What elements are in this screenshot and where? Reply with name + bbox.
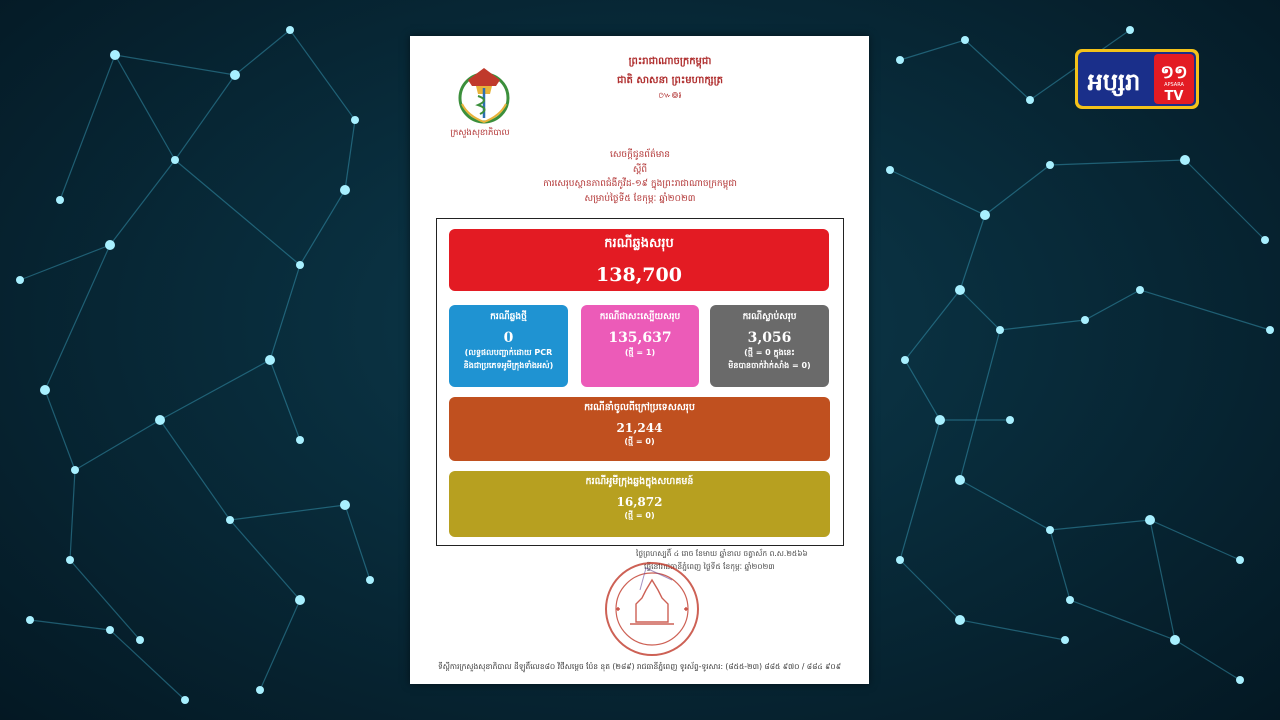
imported-cases-value: 21,244: [616, 421, 663, 435]
solar-date: ធ្វើនៅរាជធានីភ្នំពេញ ថ្ងៃទី៥ ខែកុម្ភៈ ឆ្នាំ២០២៣: [644, 562, 775, 571]
badge-small-text: APSARA: [1164, 82, 1184, 88]
ministry-of-health-logo-icon: [454, 64, 514, 126]
imported-cases-label: ករណីនាំចូលពីក្រៅប្រទេសសរុប: [584, 402, 695, 413]
total-cases-box: [449, 229, 829, 291]
community-cases-label: ករណីអូមីក្រុងឆ្លងក្នុងសហគមន៍: [585, 476, 694, 487]
community-cases-note: (ថ្មី = 0): [624, 511, 655, 520]
statistics-frame: [436, 218, 844, 546]
recovered-box: [581, 305, 699, 387]
imported-cases-note: (ថ្មី = 0): [624, 437, 655, 446]
deaths-note-2: មិនបានចាក់វ៉ាក់សាំង = 0): [728, 361, 811, 370]
doc-title-line4: សម្រាប់ថ្ងៃទី៥ ខែកុម្ភៈ ឆ្នាំ២០២៣: [584, 194, 696, 204]
deaths-box: [710, 305, 829, 387]
total-cases-value: 138,700: [596, 264, 682, 286]
apsara-tv-11-logo-icon: [1074, 48, 1200, 110]
lunar-date: ថ្ងៃព្រហស្បតិ៍ ៤ រោច ខែមាឃ ឆ្នាំខាល ចត្វាស័ក ព.ស.២៥៦៦: [636, 549, 808, 558]
press-release-document: [410, 36, 869, 684]
recovered-note: (ថ្មី = 1): [624, 348, 656, 357]
ministry-name: ក្រសួងសុខាភិបាល: [450, 128, 510, 138]
recovered-value: 135,637: [608, 330, 672, 346]
doc-title-line3: ការសេរុបស្ថានភាពជំងឺកូវីដ-១៩ ក្នុងព្រះរាជាណាចក្រកម្ពុជា: [543, 179, 737, 189]
badge-tv-text: TV: [1164, 89, 1184, 104]
ministry-address-footer: ទីស្តីការក្រសួងសុខាភិបាល ដីឡូតិ៍លេខ៨០ វិថីសម្ដេច ប៉ែន នុត (២៨៩) រាជធានីភ្នំពេញ ទូរស័ព្ទ-ទូរសារ: (៨៥៥-២៣) ៨៨៥ ៩៧០ / ៨៨៤ ៩០៩: [437, 662, 842, 671]
new-cases-box: [449, 305, 568, 387]
national-motto: ជាតិ សាសនា ព្រះមហាក្សត្រ: [617, 75, 723, 86]
recovered-label: ករណីជាសះស្បើយសរុប: [599, 312, 681, 322]
deaths-label: ករណីស្លាប់សរុប: [742, 312, 797, 322]
doc-title-line1: សេចក្តីជូនព័ត៌មាន: [610, 150, 670, 160]
badge-brand-text: អប្សរា: [1087, 68, 1141, 96]
community-cases-box: [449, 471, 830, 537]
badge-number: ១១: [1160, 62, 1188, 83]
total-cases-label: ករណីឆ្លងសរុប: [604, 236, 674, 251]
new-cases-value: 0: [503, 330, 514, 346]
deaths-note-1: (ថ្មី = 0 ក្នុងនេះ: [744, 348, 795, 357]
new-cases-note-1: (លទ្ធផលបញ្ជាក់ដោយ PCR: [464, 348, 553, 357]
official-seal-stamp-icon: [600, 560, 704, 658]
header-ornament: ៚៙៛: [658, 91, 682, 101]
new-cases-note-2: និងជាប្រភេទអូមីក្រុងទាំងអស់): [463, 361, 554, 370]
kingdom-header: ព្រះរាជាណាចក្រកម្ពុជា: [628, 56, 712, 67]
community-cases-value: 16,872: [616, 495, 663, 509]
deaths-value: 3,056: [747, 330, 792, 346]
imported-cases-box: [449, 397, 830, 461]
doc-title-line2: ស្តីពី: [632, 165, 648, 175]
new-cases-label: ករណីឆ្លងថ្មី: [490, 312, 527, 322]
